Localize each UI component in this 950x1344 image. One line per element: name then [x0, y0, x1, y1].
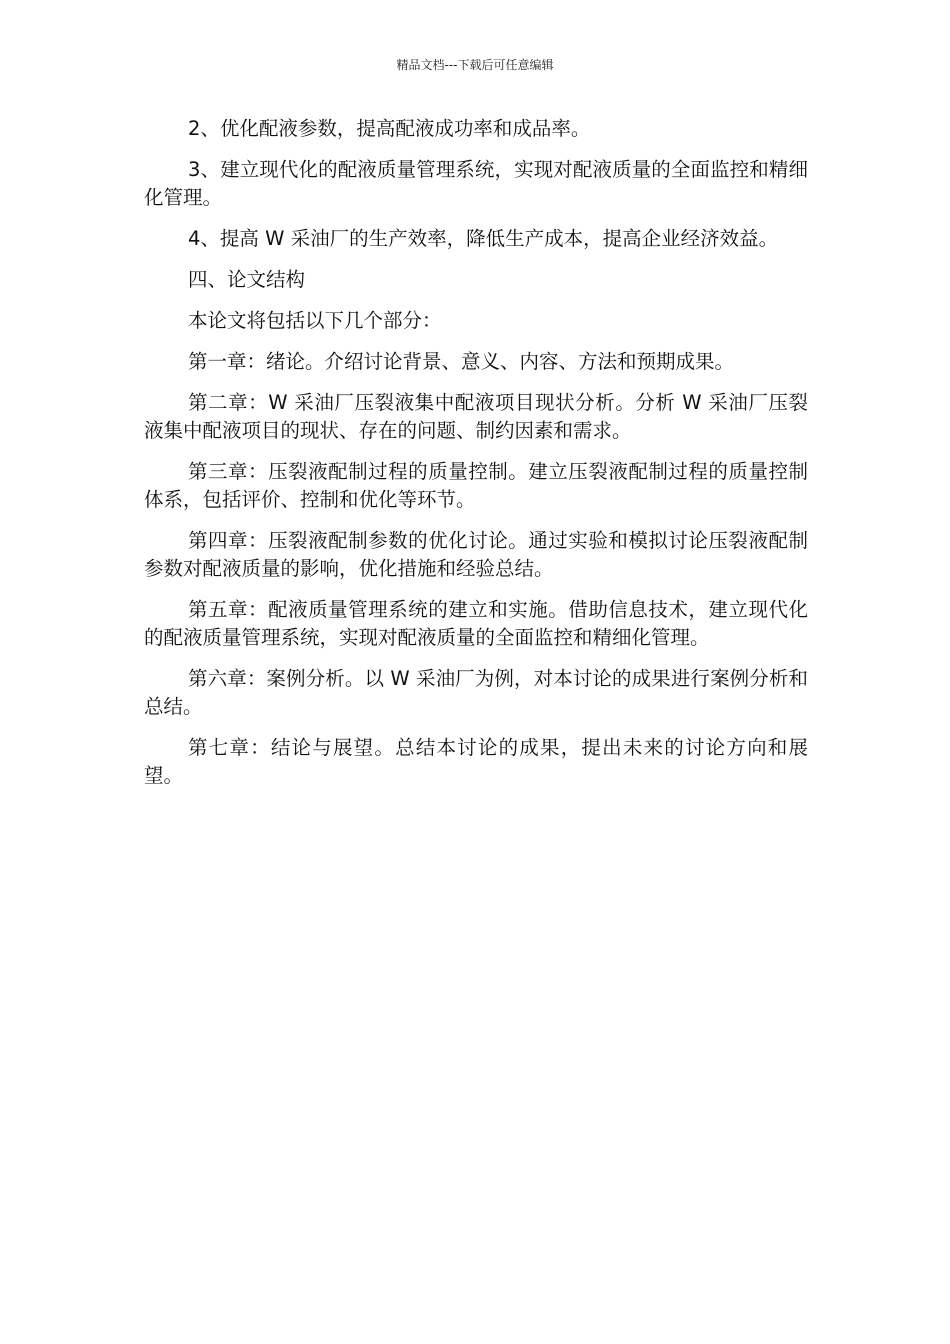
paragraph-goal-2: 2、优化配液参数，提高配液成功率和成品率。	[188, 117, 591, 140]
paragraph-chapter-7: 第七章：结论与展望。总结本讨论的成果，提出未来的讨论方向和展望。	[144, 736, 808, 787]
paragraph-chapter-3: 第三章：压裂液配制过程的质量控制。建立压裂液配制过程的质量控制体系，包括评价、控制和优化等环节。	[144, 460, 808, 511]
paragraph-chapter-2: 第二章：W 采油厂压裂液集中配液项目现状分析。分析 W 采油厂压裂液集中配液项目的现状、存在的问题、制约因素和需求。	[144, 391, 808, 442]
paragraph-chapter-6: 第六章：案例分析。以 W 采油厂为例，对本讨论的成果进行案例分析和总结。	[144, 667, 808, 718]
paragraph-chapter-5: 第五章：配液质量管理系统的建立和实施。借助信息技术，建立现代化的配液质量管理系统，实现对配液质量的全面监控和精细化管理。	[144, 598, 808, 649]
paragraph-chapter-4: 第四章：压裂液配制参数的优化讨论。通过实验和模拟讨论压裂液配制参数对配液质量的影响，优化措施和经验总结。	[144, 529, 808, 580]
paragraph-goal-3: 3、建立现代化的配液质量管理系统，实现对配液质量的全面监控和精细化管理。	[144, 158, 808, 209]
section-heading-thesis-structure: 四、论文结构	[188, 268, 306, 291]
page-header: 精品文档---下载后可任意编辑	[396, 58, 554, 72]
paragraph-structure-intro: 本论文将包括以下几个部分：	[188, 309, 442, 332]
paragraph-goal-4: 4、提高 W 采油厂的生产效率，降低生产成本，提高企业经济效益。	[188, 227, 779, 250]
paragraph-chapter-1: 第一章：绪论。介绍讨论背景、意义、内容、方法和预期成果。	[188, 350, 735, 373]
document-body	[144, 115, 808, 803]
